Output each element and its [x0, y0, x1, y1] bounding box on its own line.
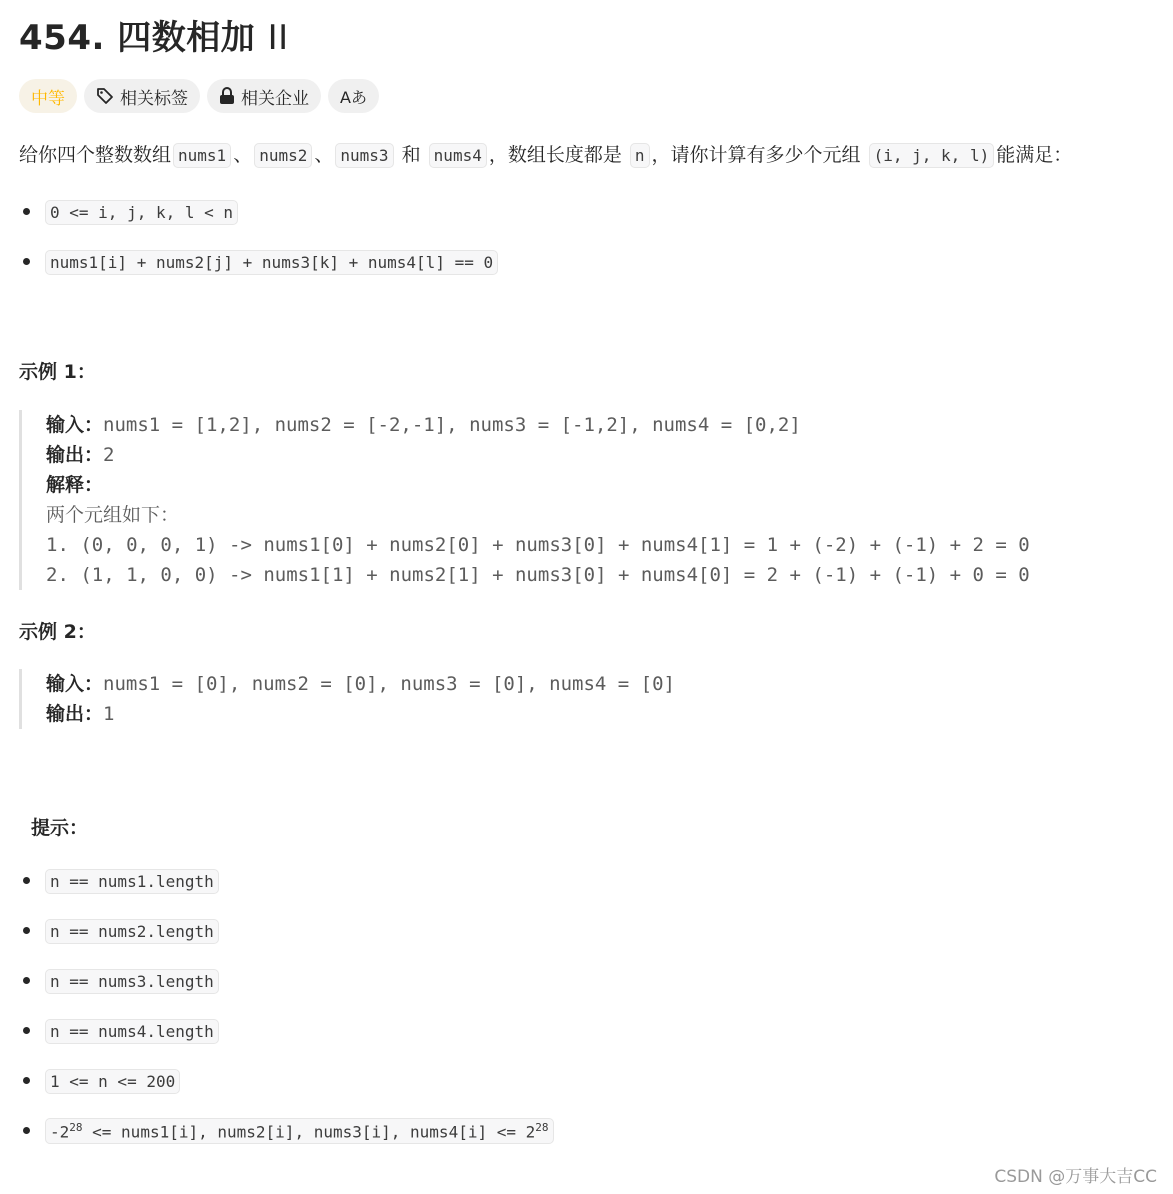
list-item: n == nums3.length — [19, 956, 556, 1006]
tag-bar — [19, 79, 379, 113]
related-tags-button[interactable] — [84, 79, 200, 113]
list-item: 0 <= i, j, k, l < n — [19, 187, 500, 237]
translate-button[interactable] — [328, 79, 379, 113]
problem-title: 454. 四数相加 II — [19, 18, 289, 58]
lock-icon — [219, 87, 235, 105]
list-item: n == nums2.length — [19, 906, 556, 956]
condition-list — [19, 187, 500, 287]
list-item: n == nums1.length — [19, 856, 556, 906]
list-item: 1 <= n <= 200 — [19, 1056, 556, 1106]
example-2-block: 输入：nums1 = [0], nums2 = [0], nums3 = [0], nums4 = [0] 输出：1 — [19, 669, 675, 729]
tag-icon — [96, 87, 114, 105]
list-item: n == nums4.length — [19, 1006, 556, 1056]
related-tags-label: 相关标签 — [120, 88, 188, 109]
list-item: nums1[i] + nums2[j] + nums3[k] + nums4[l] == 0 — [19, 237, 500, 287]
related-companies-button[interactable] — [207, 79, 321, 113]
hints-heading: 提示： — [31, 817, 89, 839]
example-2-heading: 示例 2： — [19, 621, 96, 643]
problem-description: 给你四个整数数组 nums1 、 nums2 、 nums3 和 nums4 ，数组长度都是 n ，请你计算有多少个元组 (i, j, k, l) 能满足： — [19, 144, 1073, 166]
constraint-list — [19, 856, 556, 1156]
example-1-heading: 示例 1： — [19, 361, 96, 383]
related-companies-label: 相关企业 — [241, 88, 309, 109]
watermark: CSDN @万事大吉CC — [994, 1167, 1157, 1187]
list-item: $-2^{28}$ <= nums1[i], nums2[i], nums3[i], nums4[i] <= $2^{28}$ — [19, 1106, 556, 1156]
translate-icon: Aあ — [340, 87, 367, 107]
difficulty-badge: 中等 — [19, 79, 77, 113]
example-1-block: 输入：nums1 = [1,2], nums2 = [-2,-1], nums3 = [-1,2], nums4 = [0,2] 输出：2 解释： 两个元组如下： 1. (0, 0, 0, 1) -> nums1[0] + nums2[0] + nums3[0] + nums4[1] = 1 + (-2) + (-1) + 2 = 0 2. (1, 1, 0, 0) -> nums1[1] + nums2[1] + nums3[0] + nums4[0] = 2 + (-1) + (-1) + 0 = 0 — [19, 410, 1030, 590]
